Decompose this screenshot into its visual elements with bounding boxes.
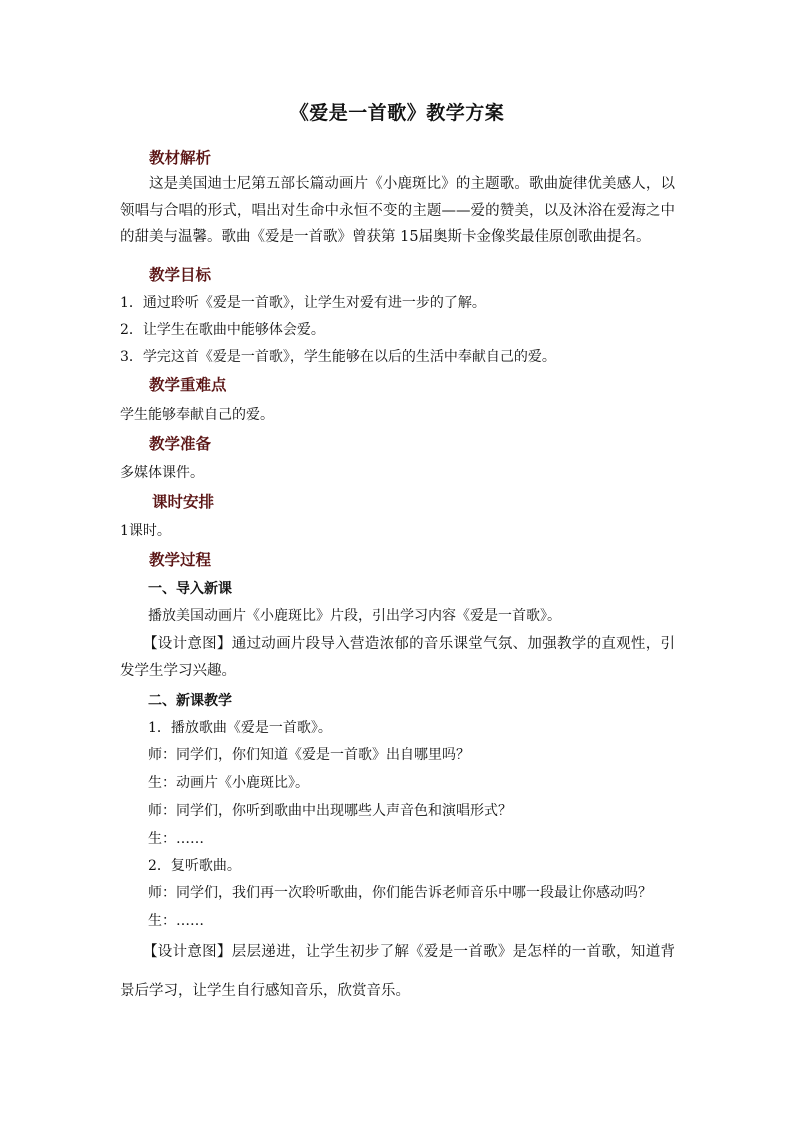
- process-part2-design-intent: 【设计意图】层层递进，让学生初步了解《爱是一首歌》是怎样的一首歌，知道背景后学习，让学生自行感知音乐，欣赏音乐。: [120, 944, 675, 999]
- section-heading-preparation: 教学准备: [149, 434, 212, 453]
- process-part2-line-2: 师：同学们，你们知道《爱是一首歌》出自哪里吗？: [148, 747, 470, 763]
- analysis-paragraph: 这是美国迪士尼第五部长篇动画片《小鹿斑比》的主题歌。歌曲旋律优美感人，以领唱与合唱的形式，唱出对生命中永恒不变的主题——爱的赞美，以及沐浴在爱海之中的甜美与温馨。歌曲《爱是一首歌》曾获第 15届奥斯卡金像奖最佳原创歌曲提名。: [120, 176, 675, 245]
- process-part2-line-3: 生：动画片《小鹿斑比》。: [148, 775, 309, 791]
- process-part2-heading: 二、新课教学: [148, 693, 232, 709]
- process-part2-line-5: 生：……: [148, 831, 204, 847]
- section-heading-schedule: 课时安排: [152, 492, 215, 511]
- section-heading-goals: 教学目标: [149, 265, 212, 284]
- process-part2-line-6: 2．复听歌曲。: [148, 858, 241, 874]
- goal-item-1: 1．通过聆听《爱是一首歌》，让学生对爱有进一步的了解。: [120, 295, 486, 311]
- preparation-text: 多媒体课件。: [120, 465, 204, 481]
- process-part2-line-1: 1．播放歌曲《爱是一首歌》。: [148, 720, 332, 736]
- document-title: 《爱是一首歌》教学方案: [289, 102, 505, 124]
- section-heading-process: 教学过程: [149, 550, 212, 569]
- process-part2-line-7: 师：同学们，我们再一次聆听歌曲，你们能告诉老师音乐中哪一段最让你感动吗？: [148, 885, 652, 901]
- process-part1-design-intent: 【设计意图】通过动画片段导入营造浓郁的音乐课堂气氛、加强教学的直观性，引发学生学习兴趣。: [120, 636, 675, 679]
- process-part1-heading: 一、导入新课: [148, 581, 232, 597]
- section-heading-analysis: 教材解析: [149, 148, 212, 167]
- schedule-text: 1课时。: [120, 523, 171, 539]
- goal-item-2: 2．让学生在歌曲中能够体会爱。: [120, 322, 325, 338]
- process-part1-line: 播放美国动画片《小鹿斑比》片段，引出学习内容《爱是一首歌》。: [148, 608, 561, 624]
- process-part2-line-8: 生：……: [148, 913, 204, 929]
- keypoints-text: 学生能够奉献自己的爱。: [120, 407, 274, 423]
- process-part2-line-4: 师：同学们，你听到歌曲中出现哪些人声音色和演唱形式？: [148, 803, 512, 819]
- goal-item-3: 3．学完这首《爱是一首歌》，学生能够在以后的生活中奉献自己的爱。: [120, 349, 556, 365]
- section-heading-keypoints: 教学重难点: [149, 375, 227, 394]
